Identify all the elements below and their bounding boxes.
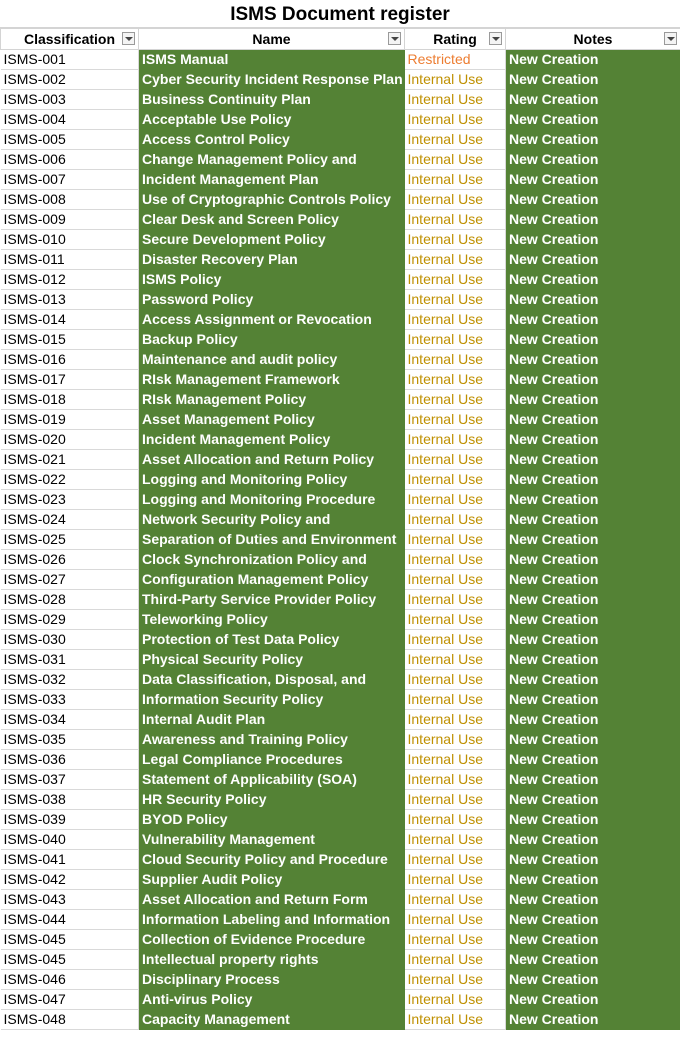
header-notes xyxy=(506,29,680,50)
cell-rating[interactable]: Internal Use xyxy=(405,230,506,250)
table-row xyxy=(1,250,680,270)
table-row xyxy=(1,650,680,670)
table-row xyxy=(1,970,680,990)
cell-notes[interactable]: New Creation xyxy=(506,650,680,670)
cell-classification[interactable]: ISMS-034 xyxy=(1,710,139,730)
cell-classification[interactable]: ISMS-003 xyxy=(1,90,139,110)
cell-classification[interactable]: ISMS-021 xyxy=(1,450,139,470)
cell-classification[interactable]: ISMS-046 xyxy=(1,970,139,990)
table-row xyxy=(1,190,680,210)
cell-classification[interactable]: ISMS-014 xyxy=(1,310,139,330)
cell-name[interactable]: Supplier Audit Policy xyxy=(139,870,405,890)
table-row xyxy=(1,670,680,690)
cell-rating[interactable]: Internal Use xyxy=(405,90,506,110)
cell-name[interactable]: RIsk Management Policy xyxy=(139,390,405,410)
table-row xyxy=(1,950,680,970)
cell-notes[interactable]: New Creation xyxy=(506,910,680,930)
cell-notes[interactable]: New Creation xyxy=(506,510,680,530)
table-row xyxy=(1,590,680,610)
cell-name[interactable]: Asset Management Policy xyxy=(139,410,405,430)
cell-notes[interactable]: New Creation xyxy=(506,250,680,270)
cell-notes[interactable]: New Creation xyxy=(506,450,680,470)
cell-rating[interactable]: Internal Use xyxy=(405,450,506,470)
cell-notes[interactable]: New Creation xyxy=(506,70,680,90)
cell-name[interactable]: Third-Party Service Provider Policy xyxy=(139,590,405,610)
cell-notes[interactable]: New Creation xyxy=(506,150,680,170)
cell-notes[interactable]: New Creation xyxy=(506,830,680,850)
table-row xyxy=(1,450,680,470)
cell-rating[interactable]: Internal Use xyxy=(405,310,506,330)
cell-rating[interactable]: Internal Use xyxy=(405,650,506,670)
cell-name[interactable]: Capacity Management xyxy=(139,1010,405,1030)
cell-rating[interactable]: Internal Use xyxy=(405,810,506,830)
cell-rating[interactable]: Restricted xyxy=(405,50,506,70)
cell-notes[interactable]: New Creation xyxy=(506,790,680,810)
header-rating xyxy=(405,29,506,50)
cell-classification[interactable]: ISMS-026 xyxy=(1,550,139,570)
cell-rating[interactable]: Internal Use xyxy=(405,370,506,390)
cell-rating[interactable]: Internal Use xyxy=(405,710,506,730)
cell-notes[interactable]: New Creation xyxy=(506,810,680,830)
cell-classification[interactable]: ISMS-047 xyxy=(1,990,139,1010)
cell-name[interactable]: Information Security Policy xyxy=(139,690,405,710)
cell-rating[interactable]: Internal Use xyxy=(405,1010,506,1030)
table-row xyxy=(1,730,680,750)
sheet-title: ISMS Document register xyxy=(0,0,680,28)
cell-notes[interactable]: New Creation xyxy=(506,310,680,330)
cell-name[interactable]: Incident Management Policy xyxy=(139,430,405,450)
cell-name[interactable]: Anti-virus Policy xyxy=(139,990,405,1010)
cell-name[interactable]: Business Continuity Plan xyxy=(139,90,405,110)
cell-notes[interactable]: New Creation xyxy=(506,970,680,990)
filter-dropdown-icon[interactable] xyxy=(489,32,502,45)
cell-name[interactable]: Awareness and Training Policy xyxy=(139,730,405,750)
cell-rating[interactable]: Internal Use xyxy=(405,510,506,530)
cell-name[interactable]: Data Classification, Disposal, and xyxy=(139,670,405,690)
table-row xyxy=(1,370,680,390)
cell-name[interactable]: Collection of Evidence Procedure xyxy=(139,930,405,950)
table-row xyxy=(1,610,680,630)
table-row xyxy=(1,810,680,830)
cell-classification[interactable]: ISMS-009 xyxy=(1,210,139,230)
header-classification-label: Classification xyxy=(23,31,116,47)
cell-classification[interactable]: ISMS-032 xyxy=(1,670,139,690)
cell-notes[interactable]: New Creation xyxy=(506,1010,680,1030)
cell-classification[interactable]: ISMS-028 xyxy=(1,590,139,610)
cell-name[interactable]: ISMS Policy xyxy=(139,270,405,290)
cell-notes[interactable]: New Creation xyxy=(506,330,680,350)
cell-name[interactable]: Disciplinary Process xyxy=(139,970,405,990)
cell-rating[interactable]: Internal Use xyxy=(405,610,506,630)
cell-rating[interactable]: Internal Use xyxy=(405,390,506,410)
table-row xyxy=(1,750,680,770)
header-row xyxy=(1,29,680,50)
cell-rating[interactable]: Internal Use xyxy=(405,530,506,550)
cell-name[interactable]: ISMS Manual xyxy=(139,50,405,70)
cell-name[interactable]: Cyber Security Incident Response Plan xyxy=(139,70,405,90)
cell-name[interactable]: Asset Allocation and Return Form xyxy=(139,890,405,910)
table-row xyxy=(1,110,680,130)
cell-notes[interactable]: New Creation xyxy=(506,110,680,130)
table-row xyxy=(1,990,680,1010)
cell-classification[interactable]: ISMS-036 xyxy=(1,750,139,770)
table-row xyxy=(1,50,680,70)
cell-notes[interactable]: New Creation xyxy=(506,850,680,870)
cell-name[interactable]: Legal Compliance Procedures xyxy=(139,750,405,770)
cell-name[interactable]: Logging and Monitoring Policy xyxy=(139,470,405,490)
table-row xyxy=(1,90,680,110)
cell-rating[interactable]: Internal Use xyxy=(405,490,506,510)
cell-name[interactable]: Configuration Management Policy xyxy=(139,570,405,590)
table-row xyxy=(1,1010,680,1030)
cell-classification[interactable]: ISMS-038 xyxy=(1,790,139,810)
cell-rating[interactable]: Internal Use xyxy=(405,170,506,190)
cell-notes[interactable]: New Creation xyxy=(506,530,680,550)
cell-rating[interactable]: Internal Use xyxy=(405,870,506,890)
cell-notes[interactable]: New Creation xyxy=(506,230,680,250)
cell-name[interactable]: Physical Security Policy xyxy=(139,650,405,670)
cell-classification[interactable]: ISMS-029 xyxy=(1,610,139,630)
cell-rating[interactable]: Internal Use xyxy=(405,850,506,870)
cell-name[interactable]: Password Policy xyxy=(139,290,405,310)
cell-classification[interactable]: ISMS-024 xyxy=(1,510,139,530)
header-classification xyxy=(1,29,139,50)
cell-rating[interactable]: Internal Use xyxy=(405,790,506,810)
table-row xyxy=(1,410,680,430)
table-row xyxy=(1,390,680,410)
cell-rating[interactable]: Internal Use xyxy=(405,690,506,710)
cell-rating[interactable]: Internal Use xyxy=(405,930,506,950)
cell-notes[interactable]: New Creation xyxy=(506,690,680,710)
cell-classification[interactable]: ISMS-008 xyxy=(1,190,139,210)
table-row xyxy=(1,290,680,310)
table-row xyxy=(1,790,680,810)
cell-notes[interactable]: New Creation xyxy=(506,990,680,1010)
table-row xyxy=(1,510,680,530)
cell-classification[interactable]: ISMS-007 xyxy=(1,170,139,190)
cell-name[interactable]: Use of Cryptographic Controls Policy xyxy=(139,190,405,210)
cell-notes[interactable]: New Creation xyxy=(506,950,680,970)
cell-classification[interactable]: ISMS-043 xyxy=(1,890,139,910)
cell-classification[interactable]: ISMS-035 xyxy=(1,730,139,750)
cell-name[interactable]: Intellectual property rights xyxy=(139,950,405,970)
cell-notes[interactable]: New Creation xyxy=(506,190,680,210)
cell-classification[interactable]: ISMS-006 xyxy=(1,150,139,170)
cell-rating[interactable]: Internal Use xyxy=(405,570,506,590)
cell-rating[interactable]: Internal Use xyxy=(405,290,506,310)
cell-classification[interactable]: ISMS-016 xyxy=(1,350,139,370)
cell-name[interactable]: Information Labeling and Information xyxy=(139,910,405,930)
cell-name[interactable]: Internal Audit Plan xyxy=(139,710,405,730)
table-row xyxy=(1,770,680,790)
cell-name[interactable]: Clock Synchronization Policy and xyxy=(139,550,405,570)
table-row xyxy=(1,430,680,450)
cell-name[interactable]: Incident Management Plan xyxy=(139,170,405,190)
table-row xyxy=(1,270,680,290)
cell-rating[interactable]: Internal Use xyxy=(405,750,506,770)
table-row xyxy=(1,490,680,510)
cell-classification[interactable]: ISMS-044 xyxy=(1,910,139,930)
table-row xyxy=(1,710,680,730)
cell-notes[interactable]: New Creation xyxy=(506,350,680,370)
cell-name[interactable]: Asset Allocation and Return Policy xyxy=(139,450,405,470)
table-row xyxy=(1,150,680,170)
table-row xyxy=(1,910,680,930)
header-rating-label: Rating xyxy=(433,31,477,47)
cell-classification[interactable]: ISMS-031 xyxy=(1,650,139,670)
cell-classification[interactable]: ISMS-048 xyxy=(1,1010,139,1030)
cell-notes[interactable]: New Creation xyxy=(506,870,680,890)
cell-name[interactable]: Vulnerability Management xyxy=(139,830,405,850)
cell-notes[interactable]: New Creation xyxy=(506,710,680,730)
cell-name[interactable]: Clear Desk and Screen Policy xyxy=(139,210,405,230)
cell-rating[interactable]: Internal Use xyxy=(405,470,506,490)
table-row xyxy=(1,890,680,910)
cell-notes[interactable]: New Creation xyxy=(506,210,680,230)
cell-name[interactable]: Change Management Policy and xyxy=(139,150,405,170)
table-row xyxy=(1,870,680,890)
table-row xyxy=(1,310,680,330)
cell-notes[interactable]: New Creation xyxy=(506,170,680,190)
cell-classification[interactable]: ISMS-045 xyxy=(1,930,139,950)
cell-notes[interactable]: New Creation xyxy=(506,470,680,490)
cell-rating[interactable]: Internal Use xyxy=(405,890,506,910)
cell-notes[interactable]: New Creation xyxy=(506,550,680,570)
cell-name[interactable]: Access Assignment or Revocation xyxy=(139,310,405,330)
cell-classification[interactable]: ISMS-017 xyxy=(1,370,139,390)
table-row xyxy=(1,170,680,190)
filter-dropdown-icon[interactable] xyxy=(664,32,677,45)
cell-notes[interactable]: New Creation xyxy=(506,610,680,630)
filter-dropdown-icon[interactable] xyxy=(122,32,135,45)
cell-name[interactable]: Separation of Duties and Environment xyxy=(139,530,405,550)
cell-classification[interactable]: ISMS-041 xyxy=(1,850,139,870)
cell-notes[interactable]: New Creation xyxy=(506,130,680,150)
cell-classification[interactable]: ISMS-013 xyxy=(1,290,139,310)
cell-name[interactable]: Statement of Applicability (SOA) xyxy=(139,770,405,790)
cell-rating[interactable]: Internal Use xyxy=(405,550,506,570)
header-name-label: Name xyxy=(252,31,291,47)
header-name xyxy=(139,29,405,50)
cell-rating[interactable]: Internal Use xyxy=(405,430,506,450)
cell-rating[interactable]: Internal Use xyxy=(405,950,506,970)
cell-name[interactable]: Secure Development Policy xyxy=(139,230,405,250)
cell-rating[interactable]: Internal Use xyxy=(405,410,506,430)
cell-name[interactable]: Disaster Recovery Plan xyxy=(139,250,405,270)
cell-name[interactable]: Teleworking Policy xyxy=(139,610,405,630)
table-row xyxy=(1,690,680,710)
cell-classification[interactable]: ISMS-010 xyxy=(1,230,139,250)
cell-classification[interactable]: ISMS-025 xyxy=(1,530,139,550)
table-row xyxy=(1,570,680,590)
table-row xyxy=(1,930,680,950)
cell-notes[interactable]: New Creation xyxy=(506,370,680,390)
cell-rating[interactable]: Internal Use xyxy=(405,210,506,230)
cell-classification[interactable]: ISMS-030 xyxy=(1,630,139,650)
cell-rating[interactable]: Internal Use xyxy=(405,190,506,210)
cell-rating[interactable]: Internal Use xyxy=(405,110,506,130)
cell-classification[interactable]: ISMS-023 xyxy=(1,490,139,510)
cell-notes[interactable]: New Creation xyxy=(506,590,680,610)
cell-notes[interactable]: New Creation xyxy=(506,630,680,650)
table-row xyxy=(1,850,680,870)
cell-rating[interactable]: Internal Use xyxy=(405,670,506,690)
cell-rating[interactable]: Internal Use xyxy=(405,590,506,610)
cell-name[interactable]: Maintenance and audit policy xyxy=(139,350,405,370)
cell-name[interactable]: Access Control Policy xyxy=(139,130,405,150)
table-row xyxy=(1,630,680,650)
cell-rating[interactable]: Internal Use xyxy=(405,70,506,90)
cell-notes[interactable]: New Creation xyxy=(506,50,680,70)
cell-classification[interactable]: ISMS-018 xyxy=(1,390,139,410)
cell-rating[interactable]: Internal Use xyxy=(405,990,506,1010)
table-row xyxy=(1,550,680,570)
cell-rating[interactable]: Internal Use xyxy=(405,830,506,850)
cell-classification[interactable]: ISMS-037 xyxy=(1,770,139,790)
cell-rating[interactable]: Internal Use xyxy=(405,270,506,290)
cell-name[interactable]: Protection of Test Data Policy xyxy=(139,630,405,650)
cell-name[interactable]: Logging and Monitoring Procedure xyxy=(139,490,405,510)
cell-classification[interactable]: ISMS-005 xyxy=(1,130,139,150)
cell-notes[interactable]: New Creation xyxy=(506,290,680,310)
cell-classification[interactable]: ISMS-033 xyxy=(1,690,139,710)
header-notes-label: Notes xyxy=(573,31,613,47)
cell-rating[interactable]: Internal Use xyxy=(405,910,506,930)
cell-name[interactable]: Network Security Policy and xyxy=(139,510,405,530)
cell-name[interactable]: Acceptable Use Policy xyxy=(139,110,405,130)
cell-notes[interactable]: New Creation xyxy=(506,90,680,110)
cell-classification[interactable]: ISMS-040 xyxy=(1,830,139,850)
cell-name[interactable]: Cloud Security Policy and Procedure xyxy=(139,850,405,870)
cell-notes[interactable]: New Creation xyxy=(506,430,680,450)
cell-classification[interactable]: ISMS-012 xyxy=(1,270,139,290)
cell-classification[interactable]: ISMS-019 xyxy=(1,410,139,430)
cell-notes[interactable]: New Creation xyxy=(506,410,680,430)
cell-name[interactable]: RIsk Management Framework xyxy=(139,370,405,390)
table-row xyxy=(1,350,680,370)
cell-classification[interactable]: ISMS-039 xyxy=(1,810,139,830)
cell-rating[interactable]: Internal Use xyxy=(405,150,506,170)
table-row xyxy=(1,330,680,350)
cell-notes[interactable]: New Creation xyxy=(506,390,680,410)
cell-rating[interactable]: Internal Use xyxy=(405,130,506,150)
cell-notes[interactable]: New Creation xyxy=(506,750,680,770)
cell-notes[interactable]: New Creation xyxy=(506,670,680,690)
cell-classification[interactable]: ISMS-004 xyxy=(1,110,139,130)
filter-dropdown-icon[interactable] xyxy=(388,32,401,45)
table-row xyxy=(1,830,680,850)
cell-classification[interactable]: ISMS-027 xyxy=(1,570,139,590)
cell-rating[interactable]: Internal Use xyxy=(405,730,506,750)
cell-notes[interactable]: New Creation xyxy=(506,770,680,790)
table-row xyxy=(1,530,680,550)
cell-rating[interactable]: Internal Use xyxy=(405,970,506,990)
document-register-table xyxy=(0,28,680,1030)
cell-classification[interactable]: ISMS-020 xyxy=(1,430,139,450)
cell-classification[interactable]: ISMS-002 xyxy=(1,70,139,90)
cell-rating[interactable]: Internal Use xyxy=(405,770,506,790)
cell-notes[interactable]: New Creation xyxy=(506,730,680,750)
table-row xyxy=(1,470,680,490)
table-row xyxy=(1,130,680,150)
cell-notes[interactable]: New Creation xyxy=(506,490,680,510)
cell-rating[interactable]: Internal Use xyxy=(405,330,506,350)
cell-classification[interactable]: ISMS-022 xyxy=(1,470,139,490)
cell-classification[interactable]: ISMS-045 xyxy=(1,950,139,970)
cell-notes[interactable]: New Creation xyxy=(506,890,680,910)
cell-notes[interactable]: New Creation xyxy=(506,570,680,590)
cell-classification[interactable]: ISMS-011 xyxy=(1,250,139,270)
cell-name[interactable]: Backup Policy xyxy=(139,330,405,350)
cell-notes[interactable]: New Creation xyxy=(506,930,680,950)
cell-rating[interactable]: Internal Use xyxy=(405,250,506,270)
cell-name[interactable]: HR Security Policy xyxy=(139,790,405,810)
cell-name[interactable]: BYOD Policy xyxy=(139,810,405,830)
cell-classification[interactable]: ISMS-042 xyxy=(1,870,139,890)
cell-notes[interactable]: New Creation xyxy=(506,270,680,290)
cell-rating[interactable]: Internal Use xyxy=(405,350,506,370)
table-row xyxy=(1,70,680,90)
cell-classification[interactable]: ISMS-015 xyxy=(1,330,139,350)
cell-classification[interactable]: ISMS-001 xyxy=(1,50,139,70)
cell-rating[interactable]: Internal Use xyxy=(405,630,506,650)
table-row xyxy=(1,210,680,230)
table-row xyxy=(1,230,680,250)
